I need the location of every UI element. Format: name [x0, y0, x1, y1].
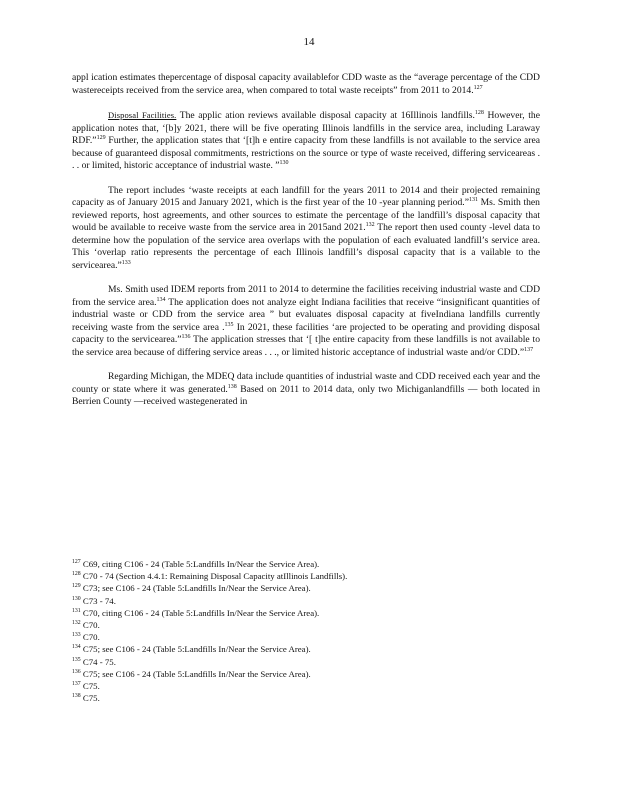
footnote-text: C75. — [82, 681, 100, 692]
footnote-text: C75; see C106 - 24 (Table 5:Landfills In/Near the Service Area). — [82, 644, 311, 655]
section-heading: Disposal Facilities. — [108, 110, 177, 120]
footnote-number: 134 — [72, 644, 81, 651]
footnote — [72, 656, 540, 668]
footnote-number: 136 — [72, 668, 81, 675]
footnote-ref: 138 — [227, 383, 237, 390]
footnote-text: C70, citing C106 - 24 (Table 5:Landfills In/Near the Service Area). — [82, 607, 320, 618]
footnote-text: C75. — [82, 693, 100, 704]
paragraph-text: The report includes ‘waste receipts at each landfill for the years 2011 to 2014 and their projected remaining capacity as of January 2015 and January 2021, which is the first year of the 10 -year planning period.” — [72, 184, 540, 208]
footnote-number: 130 — [72, 595, 81, 602]
footnote-text: C70. — [82, 632, 100, 643]
footnote — [72, 680, 540, 692]
footnote-text: C70. — [82, 620, 100, 631]
footnote-number: 138 — [72, 693, 81, 700]
footnote-ref: 134 — [156, 296, 166, 303]
footnote-ref: 127 — [473, 84, 483, 91]
footnote-text: C73; see C106 - 24 (Table 5:Landfills In/Near the Service Area). — [82, 583, 311, 594]
footnote-number: 129 — [72, 583, 81, 590]
paragraph-text: The application stresses that ‘[ t]he entire capacity from these landfills is not available to the service area because of differing service areas . . ., or limited historic acceptance of industrial waste and/or CDD.” — [72, 334, 540, 358]
paragraph-text: The report then used county -level data to determine how the population of the service area overlaps with the population of each evaluated landfill’s service area. This ‘overlap ratio represents the percentage of each Illinois landfill’s disposal capacity that is a vailable to the servicearea.” — [72, 222, 540, 271]
footnote — [72, 570, 540, 582]
footnote — [72, 631, 540, 643]
paragraph-text: Ms. Smith used IDEM reports from 2011 to 2014 to determine the facilities receiving industrial waste and CDD from the service area. — [72, 284, 540, 308]
paragraph-text: However, the application notes that, ‘[b]y 2021, there will be five operating Illinois landfills in the service area, including Laraway RDF.” — [72, 110, 540, 146]
footnote-ref: 128 — [474, 109, 484, 116]
paragraph-cdd-capacity — [72, 72, 540, 97]
footnote — [72, 607, 540, 619]
paragraph-text: Based on 2011 to 2014 data, only two Michiganlandfills — both located in Berrien County —received wastegenerated in — [72, 383, 540, 407]
footnote-number: 133 — [72, 632, 81, 639]
footnote-text: C73 - 74. — [82, 595, 116, 606]
paragraph-text: The applic ation reviews available disposal capacity at 16Illinois landfills. — [176, 110, 475, 121]
footnotes — [72, 558, 540, 704]
footnote-text: C74 - 75. — [82, 656, 116, 667]
footnote-ref: 130 — [279, 159, 289, 166]
footnote-number: 135 — [72, 656, 81, 663]
footnote — [72, 558, 540, 570]
paragraph-text: The application does not analyze eight Indiana facilities that receive “insignificant quantities of industrial waste or CDD from the service area ” but evaluates disposal capacity at fiveIndiana landfills currently receiving waste from the service area . — [72, 296, 540, 333]
footnote — [72, 595, 540, 607]
paragraph-report-includes — [72, 185, 540, 273]
footnote-ref: 129 — [96, 134, 106, 141]
footnote-ref: 136 — [181, 333, 191, 340]
paragraph-text: Ms. Smith then reviewed reports, host agreements, and other sources to estimate the percentage of the landfill’s disposal capacity that would be available to receive waste from the service area in 2015and 2021. — [72, 197, 540, 233]
body-text — [72, 72, 540, 421]
paragraph-michigan — [72, 371, 540, 409]
footnote-number: 127 — [72, 559, 81, 566]
footnote-ref: 132 — [365, 221, 375, 228]
footnote-number: 132 — [72, 620, 81, 627]
paragraph-text: appl ication estimates thepercentage of disposal capacity availablefor CDD waste as the “average percentage of the CDD wastereceipts received from the service area, when compared to total waste receipts” from 2011 to 2014. — [72, 72, 540, 96]
footnote-ref: 137 — [524, 346, 534, 353]
footnote-ref: 133 — [121, 259, 131, 266]
footnote — [72, 643, 540, 655]
paragraph-indiana — [72, 284, 540, 359]
footnote-number: 137 — [72, 681, 81, 688]
paragraph-text: Regarding Michigan, the MDEQ data include quantities of industrial waste and CDD received each year and the county or state where it was generated. — [72, 371, 540, 395]
footnote — [72, 582, 540, 594]
footnote — [72, 619, 540, 631]
footnote — [72, 692, 540, 704]
footnote-text: C70 - 74 (Section 4.4.1: Remaining Disposal Capacity atIllinois Landfills). — [82, 571, 348, 582]
paragraph-text: In 2021, these facilities ‘are projected to be operating and providing disposal capacity to the servicearea.” — [72, 321, 540, 345]
footnote-number: 131 — [72, 607, 81, 614]
paragraph-disposal-facilities — [72, 109, 540, 173]
paragraph-text: Further, the application states that ‘[t]h e entire capacity from these landfills is not available to the service area because of guaranteed disposal commitments, restrictions on the source or type of waste received, differing serviceareas . . . or limited, historic acceptance of industrial waste. ” — [72, 135, 540, 171]
footnote-ref: 135 — [224, 321, 234, 328]
footnote — [72, 668, 540, 680]
footnote-ref: 131 — [468, 196, 478, 203]
page-number: 14 — [303, 36, 315, 48]
footnote-number: 128 — [72, 571, 81, 578]
footnote-text: C69, citing C106 - 24 (Table 5:Landfills In/Near the Service Area). — [82, 559, 320, 569]
footnote-text: C75; see C106 - 24 (Table 5:Landfills In/Near the Service Area). — [82, 668, 311, 679]
